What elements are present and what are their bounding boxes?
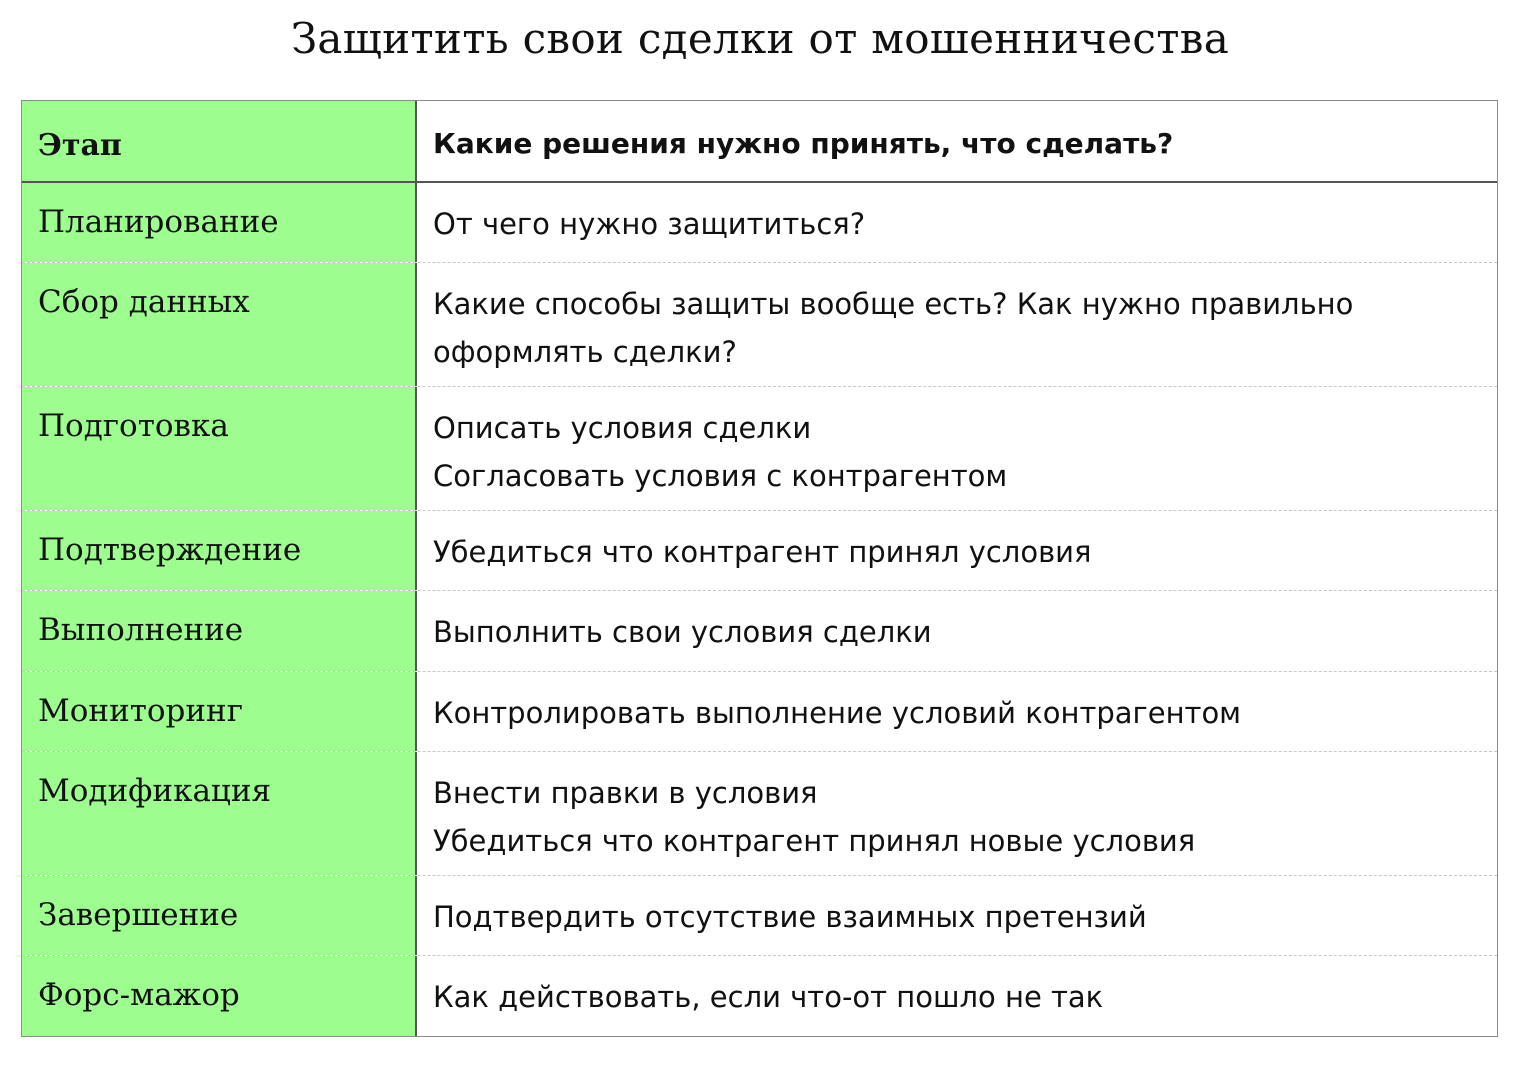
table-row: [22, 751, 1497, 875]
action-line: Убедиться что контрагент принял условия: [433, 535, 1092, 569]
table-header-row: [22, 101, 1497, 181]
stage-cell: Сбор данных: [22, 263, 417, 386]
stage-cell: Подготовка: [22, 387, 417, 510]
stages-table: [21, 100, 1498, 1037]
action-line: Какие способы защиты вообще есть? Как нужно правильно оформлять сделки?: [433, 287, 1354, 369]
action-cell: [417, 591, 1497, 671]
table-row: [22, 875, 1497, 955]
table-row: [22, 955, 1497, 1036]
stage-cell: Подтверждение: [22, 511, 417, 590]
action-line: Контролировать выполнение условий контрагентом: [433, 696, 1242, 730]
stage-cell: Завершение: [22, 876, 417, 955]
table-row: [22, 386, 1497, 510]
stage-cell: Мониторинг: [22, 672, 417, 751]
page-title: Защитить свои сделки от мошенничества: [290, 14, 1230, 63]
action-line: Описать условия сделки: [433, 411, 812, 445]
action-cell: [417, 876, 1497, 955]
table-row: [22, 181, 1497, 262]
table-row: [22, 590, 1497, 671]
action-line: Согласовать условия с контрагентом: [433, 458, 1008, 493]
header-actions: Какие решения нужно принять, что сделать?: [433, 127, 1174, 160]
header-stage: Этап: [22, 101, 417, 181]
action-line: Как действовать, если что-от пошло не так: [433, 980, 1104, 1014]
action-line: От чего нужно защититься?: [433, 207, 866, 241]
action-cell: [417, 387, 1497, 510]
action-line: Подтвердить отсутствие взаимных претензий: [433, 900, 1147, 934]
action-cell: [417, 511, 1497, 590]
action-line: Выполнить свои условия сделки: [433, 615, 932, 649]
action-cell: [417, 183, 1497, 262]
action-line: Внести правки в условия: [433, 776, 818, 810]
stage-cell: Форс-мажор: [22, 956, 417, 1036]
action-cell: [417, 672, 1497, 751]
table-body: [22, 181, 1497, 1036]
stage-cell: Модификация: [22, 752, 417, 875]
table-row: [22, 671, 1497, 751]
table-row: [22, 262, 1497, 386]
action-cell: [417, 752, 1497, 875]
action-cell: [417, 956, 1497, 1036]
table-row: [22, 510, 1497, 590]
stage-cell: Выполнение: [22, 591, 417, 671]
action-line: Убедиться что контрагент принял новые условия: [433, 823, 1196, 858]
action-cell: [417, 263, 1497, 386]
stage-cell: Планирование: [22, 183, 417, 262]
